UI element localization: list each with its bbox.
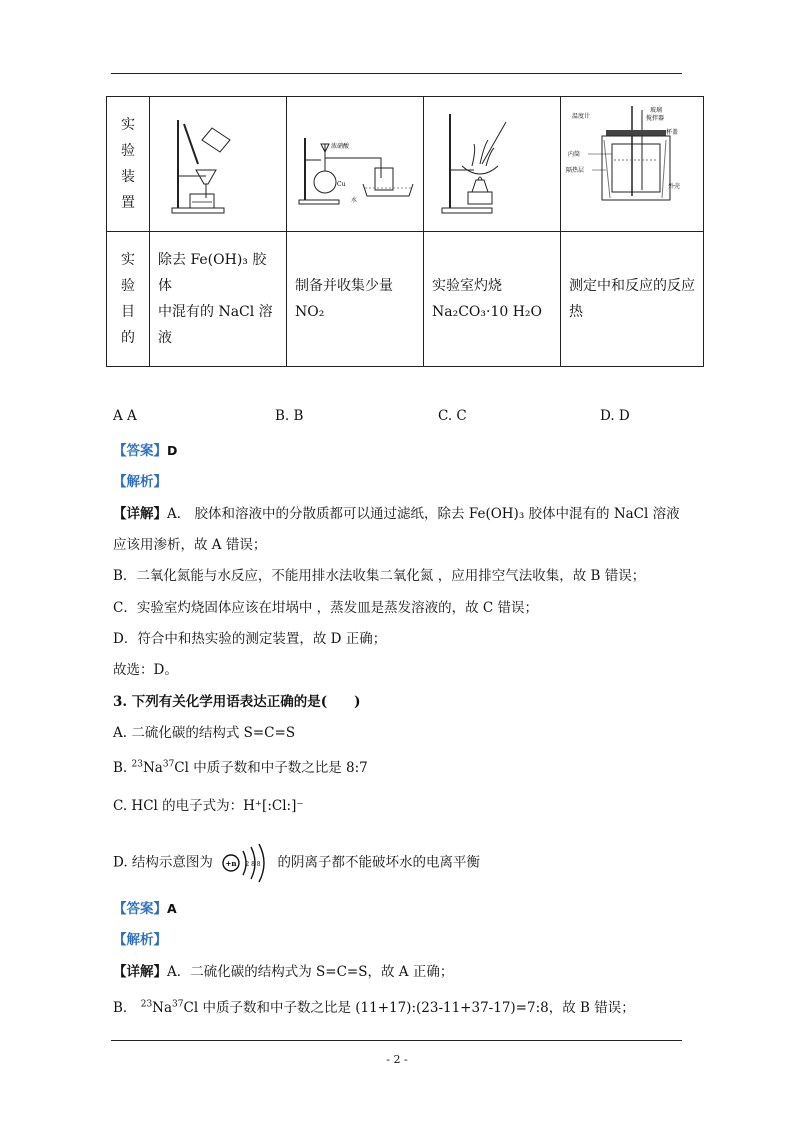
- q3-stem: 3. 下列有关化学用语表达正确的是( ): [113, 694, 361, 710]
- footer-rule: [111, 1040, 682, 1041]
- svg-text:Cu: Cu: [337, 181, 346, 188]
- evaporating-dish-apparatus-diagram: [428, 100, 556, 224]
- hcl-electron-formula: H⁺[:Cl:]⁻: [243, 798, 304, 814]
- q3-option-d: D. 结构示意图为 +n 2 8 8 的阴离子都不能破坏水的电离平衡: [113, 843, 480, 883]
- svg-text:2 8 8: 2 8 8: [245, 861, 261, 868]
- purpose-cell-c: 实验室灼烧 Na₂CO₃·10 H₂O: [424, 232, 561, 367]
- apparatus-cell-c: [424, 97, 561, 232]
- ion-structure-diagram: [219, 843, 271, 883]
- q2-analysis-tag: 【解析】: [113, 474, 167, 490]
- svg-text:玻璃: 玻璃: [650, 107, 663, 114]
- svg-text:杯盖: 杯盖: [666, 129, 679, 136]
- apparatus-cell-d: [561, 97, 704, 232]
- table-row: [107, 97, 704, 232]
- q2-detail-line-1: 【详解】A． 胶体和溶液中的分散质都可以通过滤纸，除去 Fe(OH)₃ 胶体中混有的 NaCl 溶液: [113, 506, 680, 522]
- q2-detail-line-6: 故选：D。: [113, 662, 178, 678]
- svg-text:隔热层: 隔热层: [566, 167, 585, 174]
- filtration-apparatus-diagram: [154, 100, 282, 224]
- svg-text:外壳: 外壳: [668, 183, 681, 190]
- q2-answer: 【答案】D: [113, 443, 178, 459]
- row-label-apparatus: 实 验 装 置: [107, 97, 150, 232]
- q2-detail-line-5: D．符合中和热实验的测定装置，故 D 正确；: [113, 631, 387, 647]
- q2-detail-line-4: C．实验室灼烧固体应该在坩埚中 ，蒸发皿是蒸发溶液的，故 C 错误；: [113, 600, 539, 616]
- q3-option-c: C. HCl 的电子式为：H⁺[:Cl:]⁻: [113, 798, 304, 814]
- svg-text:温度计: 温度计: [572, 113, 591, 120]
- header-rule: [111, 73, 682, 74]
- apparatus-cell-a: [150, 97, 287, 232]
- page-number: - 2 -: [386, 1053, 408, 1066]
- apparatus-cell-b: [287, 97, 424, 232]
- row-label-purpose: 实 验 目 的: [107, 232, 150, 367]
- q2-detail-line-3: B．二氧化氮能与水反应，不能用排水法收集二氧化氮 ，应用排空气法收集，故 B 错误；: [113, 568, 646, 584]
- svg-text:搅拌器: 搅拌器: [646, 115, 665, 122]
- svg-text:浓硝酸: 浓硝酸: [331, 143, 350, 150]
- svg-text:+n: +n: [225, 859, 237, 868]
- q3-option-b: B. $^{23}$Na$^{37}$Cl 中质子数和中子数之比是 8:7: [113, 759, 368, 776]
- q3-answer: 【答案】A: [113, 901, 177, 917]
- q3-detail-a: 【详解】A．二硫化碳的结构式为 S=C=S，故 A 正确；: [113, 964, 454, 980]
- experiment-table: [106, 96, 704, 367]
- purpose-cell-d: 测定中和反应的反应 热: [561, 232, 704, 367]
- svg-text:内筒: 内筒: [568, 151, 581, 158]
- calorimeter-diagram: [562, 100, 702, 224]
- purpose-cell-b: 制备并收集少量 NO₂: [287, 232, 424, 367]
- choice-b: B. B: [275, 408, 304, 424]
- choice-a: A A: [113, 408, 137, 424]
- svg-text:水: 水: [351, 197, 358, 204]
- q3-analysis-tag: 【解析】: [113, 932, 167, 948]
- q2-detail-line-2: 应该用渗析，故 A 错误；: [113, 537, 267, 553]
- table-row: [107, 232, 704, 367]
- no2-apparatus-diagram: [291, 100, 419, 224]
- choice-c: C. C: [438, 408, 467, 424]
- q3-option-a: A. 二硫化碳的结构式 S=C=S: [113, 725, 296, 741]
- choice-d: D. D: [600, 408, 630, 424]
- purpose-cell-a: 除去 Fe(OH)₃ 胶体 中混有的 NaCl 溶 液: [150, 232, 287, 367]
- q3-detail-b: B． $^{23}$Na$^{37}$Cl 中质子数和中子数之比是 (11+17):(23-11+37-17)=7:8，故 B 错误；: [113, 999, 635, 1016]
